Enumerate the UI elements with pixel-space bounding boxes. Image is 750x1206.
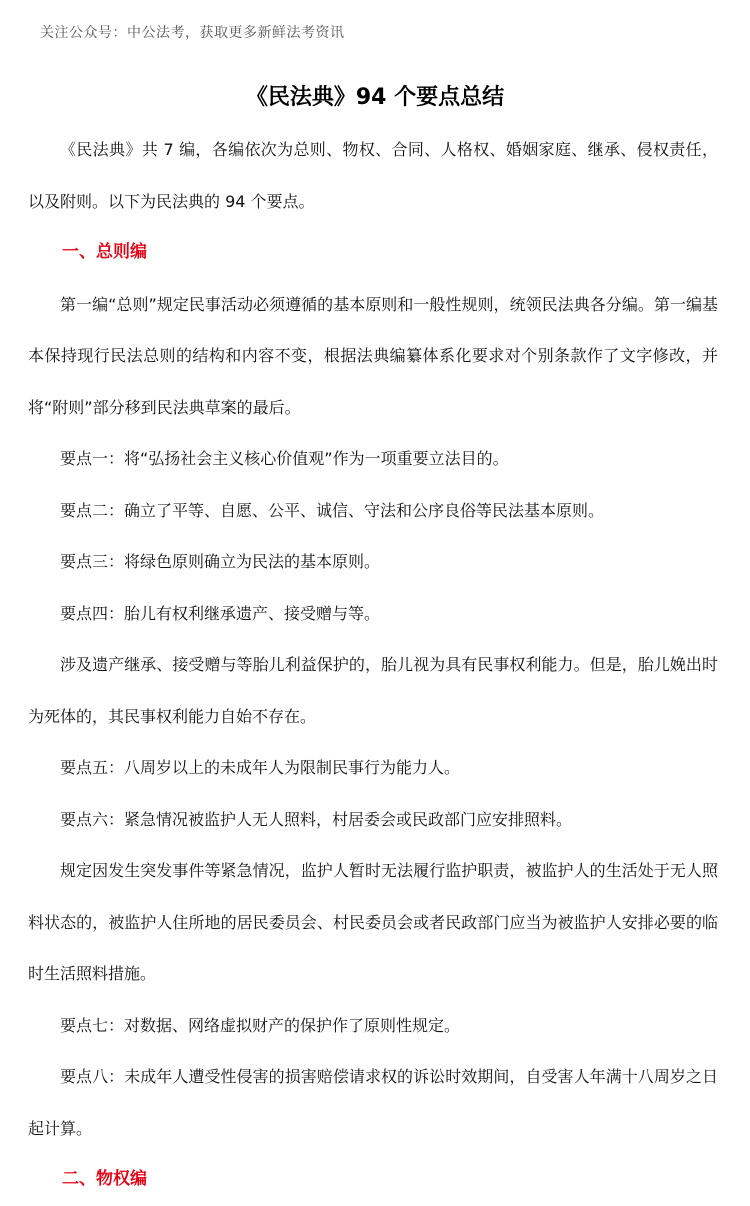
intro-paragraph: 《民法典》共 7 编，各编依次为总则、物权、合同、人格权、婚姻家庭、继承、侵权责任，以及附则。以下为民法典的 94 个要点。 bbox=[28, 140, 718, 211]
key-point-6-detail: 规定因发生突发事件等紧急情况，监护人暂时无法履行监护职责，被监护人的生活处于无人照料状态的，被监护人住所地的居民委员会、村民委员会或者民政部门应当为被监护人安排必要的临时生活照料措施。 bbox=[28, 861, 718, 983]
key-point-6: 要点六：紧急情况被监护人无人照料，村居委会或民政部门应安排照料。 bbox=[60, 809, 573, 829]
key-point-3: 要点三：将绿色原则确立为民法的基本原则。 bbox=[60, 552, 381, 571]
document-title: 《民法典》94 个要点总结 bbox=[245, 85, 505, 110]
key-point-5: 要点五：八周岁以上的未成年人为限制民事行为能力人。 bbox=[60, 758, 461, 777]
document-body bbox=[28, 124, 718, 1206]
section-heading-general: 一、总则编 bbox=[62, 242, 147, 262]
key-point-8: 要点八：未成年人遭受性侵害的损害赔偿请求权的诉讼时效期间，自受害人年满十八周岁之日起计算。 bbox=[28, 1067, 718, 1138]
section-heading-property: 二、物权编 bbox=[62, 1169, 147, 1189]
key-point-7: 要点七：对数据、网络虚拟财产的保护作了原则性规定。 bbox=[60, 1015, 461, 1035]
key-point-1: 要点一：将“弘扬社会主义核心价值观”作为一项重要立法目的。 bbox=[60, 449, 509, 468]
key-point-2: 要点二：确立了平等、自愿、公平、诚信、守法和公序良俗等民法基本原则。 bbox=[60, 500, 605, 520]
section-summary-paragraph: 第一编“总则”规定民事活动必须遵循的基本原则和一般性规则，统领民法典各分编。第一编基本保持现行民法总则的结构和内容不变，根据法典编纂体系化要求对个别条款作了文字修改，并将“附则”部分移到民法典草案的最后。 bbox=[28, 294, 718, 417]
key-point-4-detail: 涉及遗产继承、接受赠与等胎儿利益保护的，胎儿视为具有民事权利能力。但是，胎儿娩出时为死体的，其民事权利能力自始不存在。 bbox=[28, 655, 718, 726]
key-point-4: 要点四：胎儿有权利继承遗产、接受赠与等。 bbox=[60, 603, 381, 623]
header-note: 关注公众号：中公法考，获取更多新鲜法考资讯 bbox=[40, 25, 345, 41]
